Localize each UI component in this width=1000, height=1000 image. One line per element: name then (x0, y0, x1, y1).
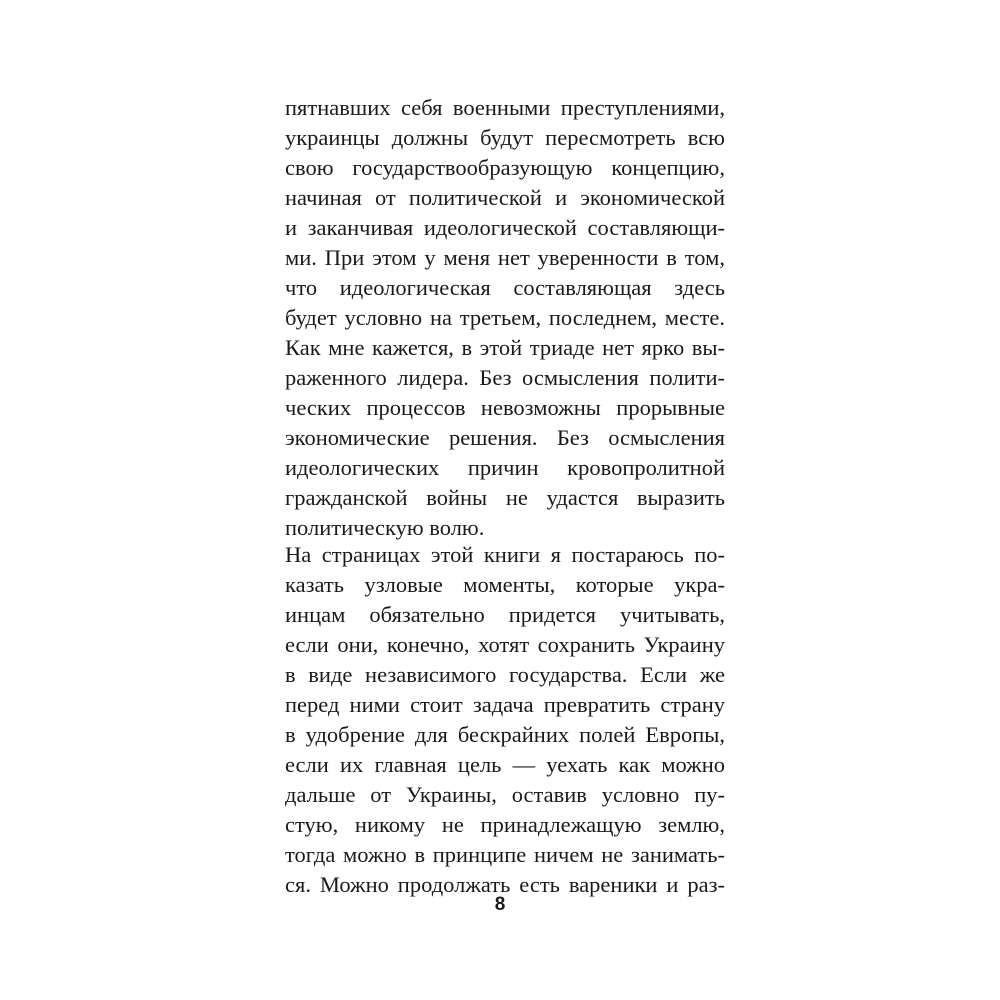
text-line: если они, конечно, хотят сохранить Украину (285, 632, 725, 657)
text-line: раженного лидера. Без осмысления полити- (285, 365, 725, 390)
text-line: в удобрение для бескрайних полей Европы, (285, 722, 725, 747)
text-line: ми. При этом у меня нет уверенности в том, (285, 245, 725, 270)
text-line: На страницах этой книги я постараюсь по- (285, 542, 725, 567)
text-line: инцам обязательно придется учитывать, (285, 602, 725, 627)
text-line: пятнавших себя военными преступлениями, (285, 95, 725, 120)
text-line: казать узловые моменты, которые укра- (285, 572, 725, 597)
text-line: ческих процессов невозможны прорывные (285, 395, 725, 420)
text-line: экономические решения. Без осмысления (285, 425, 725, 450)
text-line: политическую волю. (285, 515, 485, 540)
text-line: стую, никому не принадлежащую землю, (285, 812, 725, 837)
text-line: гражданской войны не удастся выразить (285, 485, 725, 510)
text-line: что идеологическая составляющая здесь (285, 275, 725, 300)
text-line: в виде независимого государства. Если же (285, 662, 725, 687)
page-number: 8 (494, 894, 506, 915)
text-line: ся. Можно продолжать есть вареники и раз- (285, 872, 725, 897)
paragraph-2 (285, 540, 725, 900)
text-line: идеологических причин кровопролитной (285, 455, 725, 480)
text-line: и заканчивая идеологической составляющи- (285, 215, 725, 240)
text-line: Как мне кажется, в этой триаде нет ярко вы- (285, 335, 725, 360)
text-line: начиная от политической и экономической (285, 185, 725, 210)
text-line: если их главная цель — уехать как можно (285, 752, 725, 777)
text-line: перед ними стоит задача превратить страну (285, 692, 725, 717)
text-line: тогда можно в принципе ничем не занимать- (285, 842, 725, 867)
paragraph-1 (285, 93, 725, 543)
text-line: будет условно на третьем, последнем, месте. (285, 305, 725, 330)
text-line: украинцы должны будут пересмотреть всю (285, 125, 725, 150)
text-line: свою государствообразующую концепцию, (285, 155, 725, 180)
text-line: дальше от Украины, оставив условно пу- (285, 782, 725, 807)
